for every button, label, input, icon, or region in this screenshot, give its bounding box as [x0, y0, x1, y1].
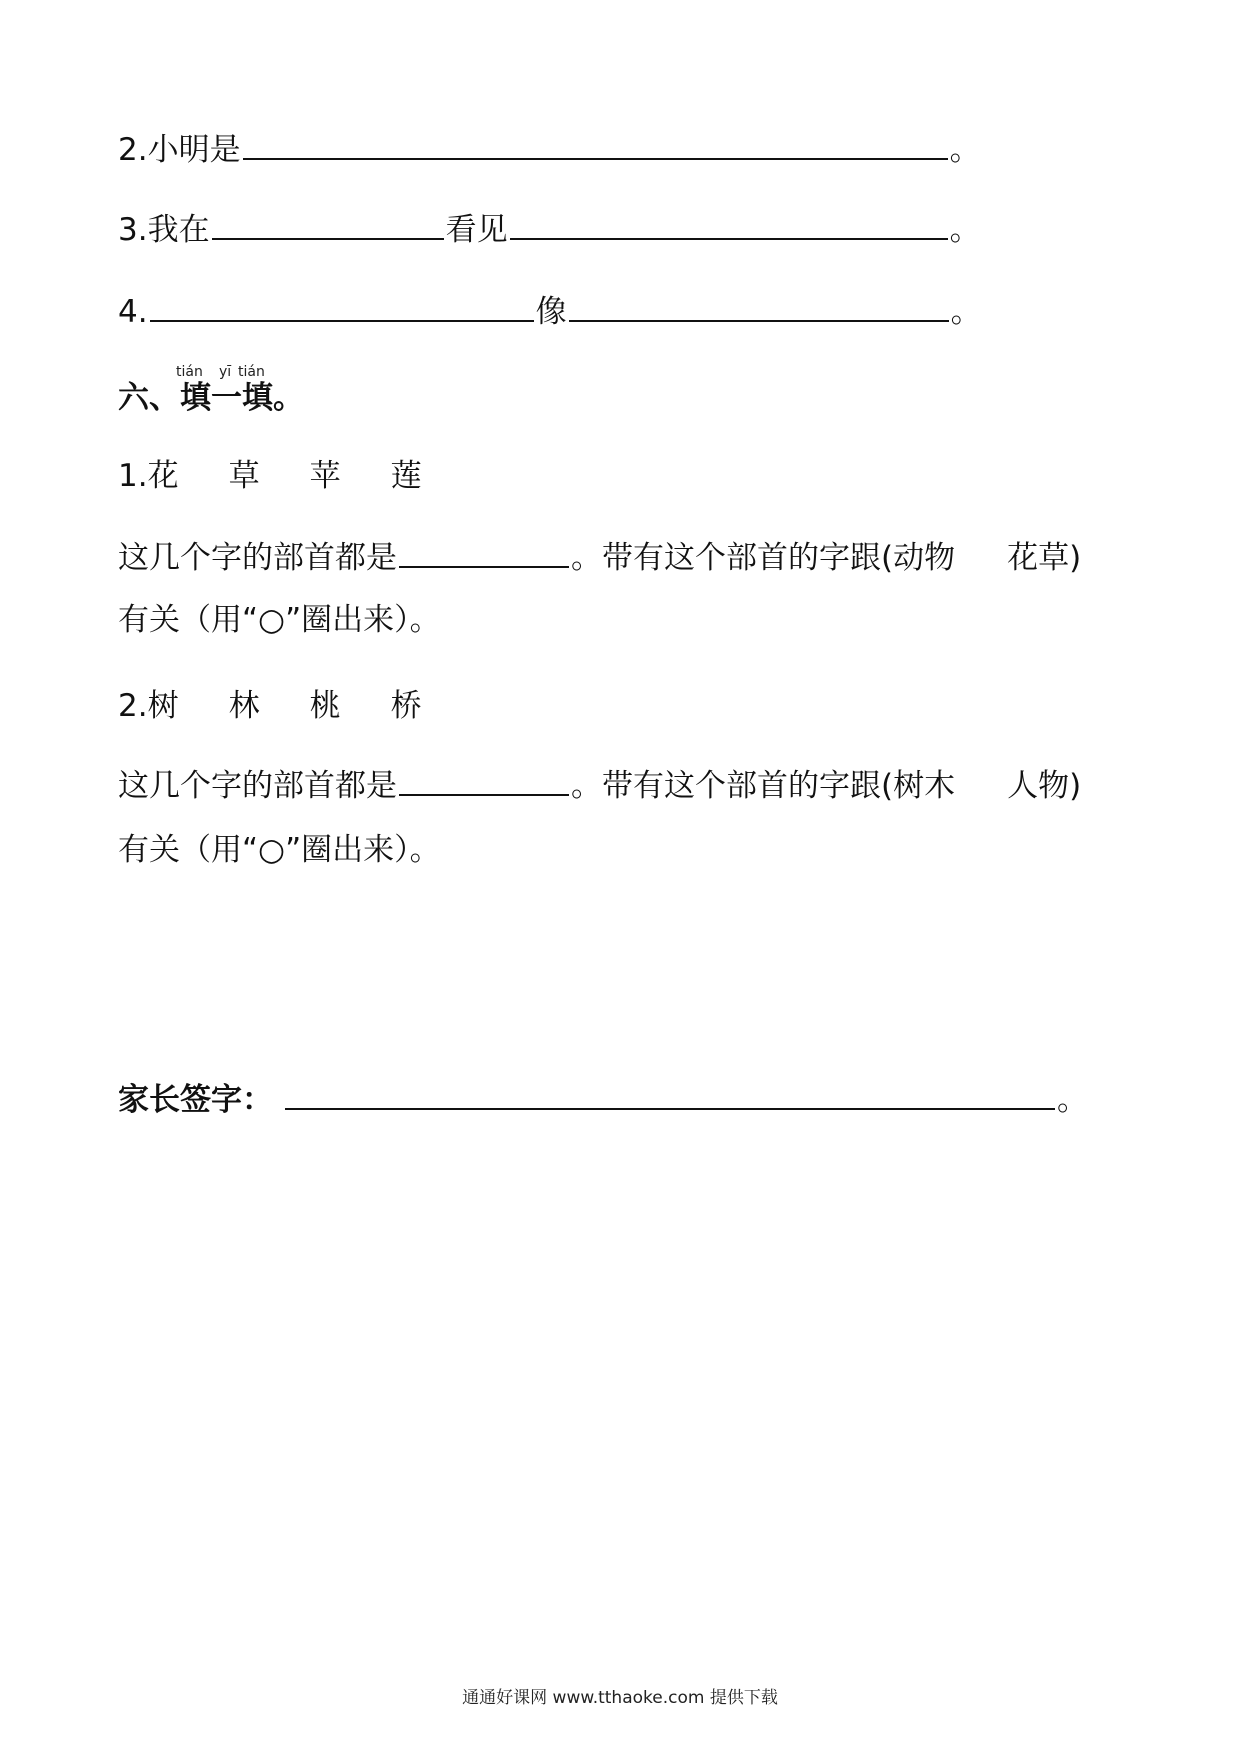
- item-2-sentence-a: 这几个字的部首都是: [118, 768, 397, 804]
- item-1-sentence: [118, 536, 1081, 578]
- radical-blank-1[interactable]: [399, 536, 569, 568]
- item-1-sentence-c: 有关（用“○”圈出来）。: [118, 602, 441, 638]
- item-2-label: 2.树: [118, 688, 179, 724]
- heading-char-2: yī 一: [211, 378, 242, 418]
- item-1-char: 草: [228, 458, 260, 494]
- signature-blank[interactable]: [285, 1078, 1055, 1110]
- item-2-chars: [118, 686, 422, 726]
- question-4-text: 4.: [118, 294, 148, 330]
- item-2-sentence: [118, 764, 1081, 806]
- heading-char-1: tián 填: [180, 378, 211, 418]
- question-3-middle: 看见: [445, 212, 508, 248]
- question-2: [118, 128, 981, 170]
- signature-label: 家长签字：: [118, 1082, 273, 1118]
- radical-blank-2[interactable]: [399, 764, 569, 796]
- item-2-char: 桥: [390, 688, 422, 724]
- question-4-end: 。: [950, 294, 982, 330]
- answer-blank-3a[interactable]: [212, 208, 444, 240]
- heading-char-3: tián 填: [242, 378, 273, 418]
- item-2-char: 桃: [309, 688, 341, 724]
- item-1-label: 1.花: [118, 458, 179, 494]
- parent-signature: [118, 1078, 1088, 1120]
- item-2-char: 林: [228, 688, 260, 724]
- item-1-sentence-end: [118, 600, 441, 640]
- answer-blank-2[interactable]: [243, 128, 948, 160]
- section-6-heading: [118, 364, 304, 418]
- item-2-sentence-c: 有关（用“○”圈出来）。: [118, 832, 441, 868]
- item-1-sentence-a: 这几个字的部首都是: [118, 540, 397, 576]
- question-4: [118, 290, 982, 332]
- pinyin-2: yī: [219, 364, 232, 380]
- item-2-option-2[interactable]: 人物): [1007, 768, 1082, 804]
- item-1-sentence-b: 。带有这个部首的字跟(动物: [571, 540, 956, 576]
- item-1-char: 苹: [309, 458, 341, 494]
- item-1-char: 莲: [390, 458, 422, 494]
- item-1-chars: [118, 456, 422, 496]
- answer-blank-4a[interactable]: [150, 290, 534, 322]
- answer-blank-4b[interactable]: [569, 290, 949, 322]
- item-2-sentence-end: [118, 830, 441, 870]
- question-2-text: 2.小明是: [118, 132, 241, 168]
- question-4-middle: 像: [535, 294, 567, 330]
- question-3: [118, 208, 981, 250]
- pinyin-3: tián: [238, 364, 265, 380]
- question-3-text: 3.我在: [118, 212, 210, 248]
- signature-end: 。: [1057, 1082, 1088, 1118]
- question-3-end: 。: [949, 212, 981, 248]
- item-2-sentence-b: 。带有这个部首的字跟(树木: [571, 768, 956, 804]
- pinyin-1: tián: [176, 364, 203, 380]
- question-2-end: 。: [949, 132, 981, 168]
- section-6-number: 六、: [118, 380, 180, 416]
- answer-blank-3b[interactable]: [510, 208, 948, 240]
- section-6-punct: 。: [273, 380, 304, 416]
- footer-text: 通通好课网 www.tthaoke.com 提供下载: [462, 1688, 778, 1708]
- item-1-option-2[interactable]: 花草): [1007, 540, 1082, 576]
